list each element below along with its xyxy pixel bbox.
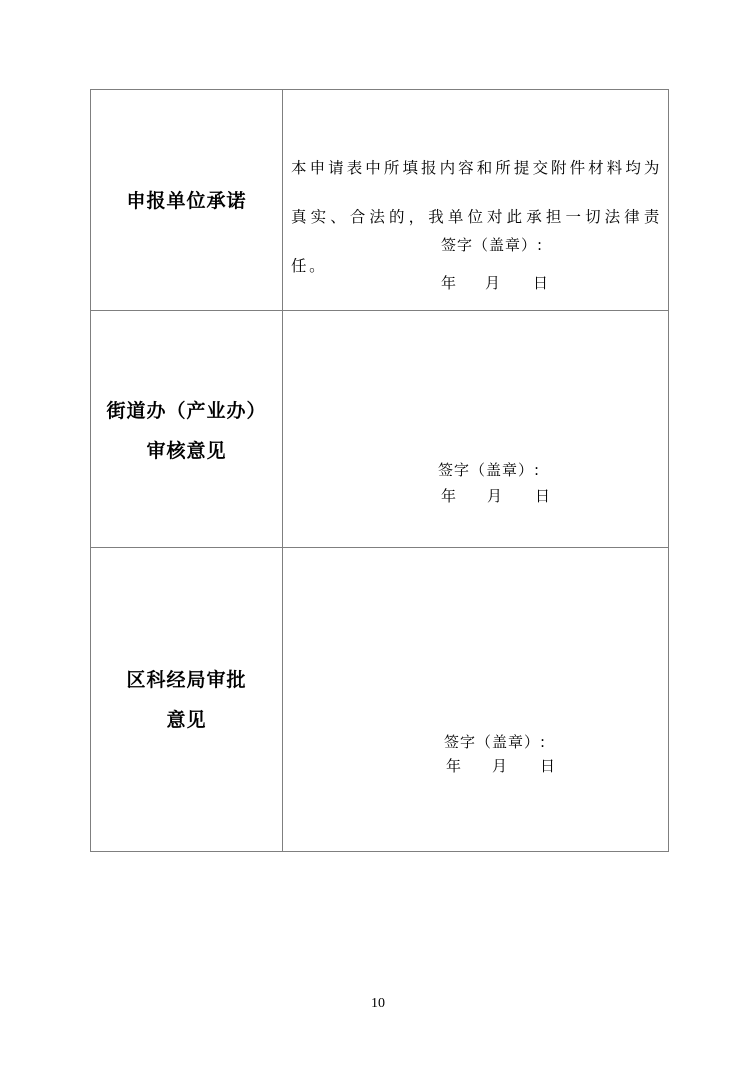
street-office-review-row [91,311,669,548]
date-block [446,755,556,776]
street-office-label-cell [91,311,283,548]
date-month-label: 月 [485,274,502,292]
date-month-label: 月 [492,757,509,775]
signature-label: 签字（盖章）: [441,236,544,254]
date-block [441,272,549,293]
applicant-pledge-label [91,181,282,221]
district-approval-content-cell [283,548,669,852]
applicant-pledge-row [91,90,669,311]
date-day-label: 日 [535,487,552,505]
signature-block [438,459,540,480]
district-approval-label [91,660,282,740]
pledge-statement: 本申请表中所填报内容和所提交附件材料均为真实、合法的，我单位对此承担一切法律责任。 [291,159,662,275]
label-line: 意见 [166,709,207,731]
date-year-label: 年 [446,757,463,775]
approval-form-table [90,89,669,852]
street-office-content-cell [283,311,669,548]
signature-label: 签字（盖章）: [444,733,547,751]
label-line: 街道办（产业办） [106,400,267,422]
signature-block [441,234,543,255]
date-day-label: 日 [540,757,557,775]
label-line: 申报单位承诺 [126,190,247,212]
date-year-label: 年 [441,487,458,505]
date-block [441,485,551,506]
date-year-label: 年 [441,274,458,292]
street-office-label [91,391,282,471]
signature-label: 签字（盖章）: [438,461,541,479]
district-approval-row [91,548,669,852]
date-day-label: 日 [533,274,550,292]
signature-block [444,731,546,752]
applicant-pledge-label-cell [91,90,283,311]
district-approval-label-cell [91,548,283,852]
date-month-label: 月 [487,487,504,505]
page-number: 10 [371,996,385,1011]
label-line: 区科经局审批 [126,669,247,691]
applicant-pledge-content-cell [283,90,669,311]
label-line: 审核意见 [146,440,227,462]
